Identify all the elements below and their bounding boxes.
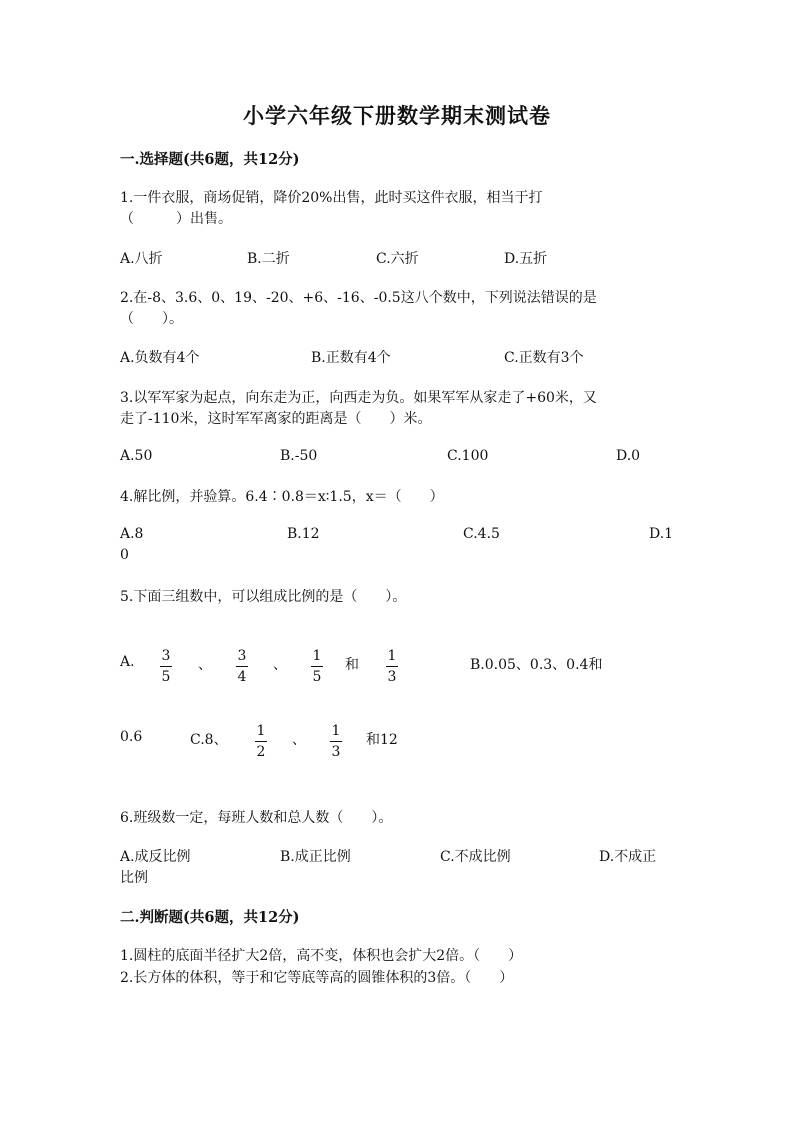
question-6-option-b: B.成正比例 (280, 849, 351, 865)
question-6-option-d: D.不成正 (599, 849, 657, 865)
question-2-option-a: A.负数有4个 (120, 350, 200, 366)
question-4-option-d: D.1 (649, 526, 674, 542)
fraction (255, 723, 267, 760)
judgement-1-text: 1.圆柱的底面半径扩大2倍，高不变，体积也会扩大2倍。（ ） (120, 948, 523, 964)
question-4-option-c: C.4.5 (463, 526, 500, 542)
question-4-text: 4.解比例，并验算。6.4∶0.8＝x∶1.5，x＝（ ） (120, 489, 444, 505)
question-2-option-b: B.正数有4个 (311, 350, 391, 366)
question-3-option-a: A.50 (120, 448, 153, 464)
fraction-bar (255, 741, 267, 742)
question-2-text-cont: （ ）。 (120, 311, 183, 327)
fraction-numerator: 3 (161, 648, 171, 664)
fraction-numerator: 3 (237, 648, 247, 664)
fraction-bar (330, 741, 342, 742)
fraction-denominator: 4 (237, 669, 247, 685)
question-3-option-c: C.100 (447, 448, 489, 464)
question-1-option-c: C.六折 (376, 251, 419, 267)
question-6-text: 6.班级数一定，每班人数和总人数（ ）。 (120, 810, 393, 826)
section-heading-judgement: 二.判断题(共6题，共12分) (120, 909, 300, 926)
question-4-option-d-wrap: 0 (120, 547, 129, 563)
fraction (330, 723, 342, 760)
fraction-bar (386, 666, 398, 667)
fraction (311, 648, 323, 685)
page-title: 小学六年级下册数学期末测试卷 (243, 103, 551, 128)
question-5-option-c-label: C.8、 (190, 732, 228, 748)
fraction-bar (160, 666, 172, 667)
fraction-denominator: 5 (312, 669, 322, 685)
question-3-option-d: D.0 (616, 448, 641, 464)
fraction-denominator: 3 (387, 669, 397, 685)
question-6-option-a: A.成反比例 (120, 849, 191, 865)
conjunction-and: 和 (345, 657, 359, 673)
question-5-option-a-label: A. (120, 654, 135, 670)
fraction-bar (236, 666, 248, 667)
question-1-text-cont: （ ）出售。 (120, 211, 232, 227)
section-heading-choice: 一.选择题(共6题，共12分) (120, 151, 300, 168)
question-3-option-b: B.-50 (280, 448, 318, 464)
question-3-text: 3.以军军家为起点，向东走为正，向西走为负。如果军军从家走了+60米，又 (120, 390, 597, 406)
question-4-option-b: B.12 (287, 526, 320, 542)
separator: 、 (198, 657, 212, 673)
fraction-numerator: 1 (387, 648, 397, 664)
question-5-option-b-wrap: 0.6 (120, 729, 143, 745)
question-4-option-a: A.8 (120, 526, 144, 542)
separator: 、 (273, 657, 287, 673)
fraction-numerator: 1 (256, 723, 266, 739)
question-1-option-b: B.二折 (247, 251, 290, 267)
fraction-numerator: 1 (331, 723, 341, 739)
question-1-option-d: D.五折 (504, 251, 548, 267)
question-5-text: 5.下面三组数中，可以组成比例的是（ ）。 (120, 589, 407, 605)
fraction-denominator: 3 (331, 744, 341, 760)
question-6-option-c: C.不成比例 (440, 849, 511, 865)
fraction (386, 648, 398, 685)
question-2-text: 2.在-8、3.6、0、19、-20、+6、-16、-0.5这八个数中，下列说法错误的是 (120, 290, 597, 306)
question-5-option-c-end: 和12 (366, 732, 398, 748)
question-5-option-b: B.0.05、0.3、0.4和 (470, 657, 603, 673)
fraction (160, 648, 172, 685)
fraction (236, 648, 248, 685)
question-2-option-c: C.正数有3个 (504, 350, 584, 366)
fraction-denominator: 2 (256, 744, 266, 760)
judgement-2-text: 2.长方体的体积，等于和它等底等高的圆锥体积的3倍。（ ） (120, 970, 514, 986)
question-1-text: 1.一件衣服，商场促销，降价20%出售，此时买这件衣服，相当于打 (120, 190, 543, 206)
question-3-text-cont: 走了-110米，这时军军离家的距离是（ ）米。 (120, 411, 432, 427)
question-1-option-a: A.八折 (120, 251, 163, 267)
question-6-option-d-wrap: 比例 (120, 870, 148, 886)
separator: 、 (292, 732, 306, 748)
fraction-bar (311, 666, 323, 667)
fraction-denominator: 5 (161, 669, 171, 685)
fraction-numerator: 1 (312, 648, 322, 664)
